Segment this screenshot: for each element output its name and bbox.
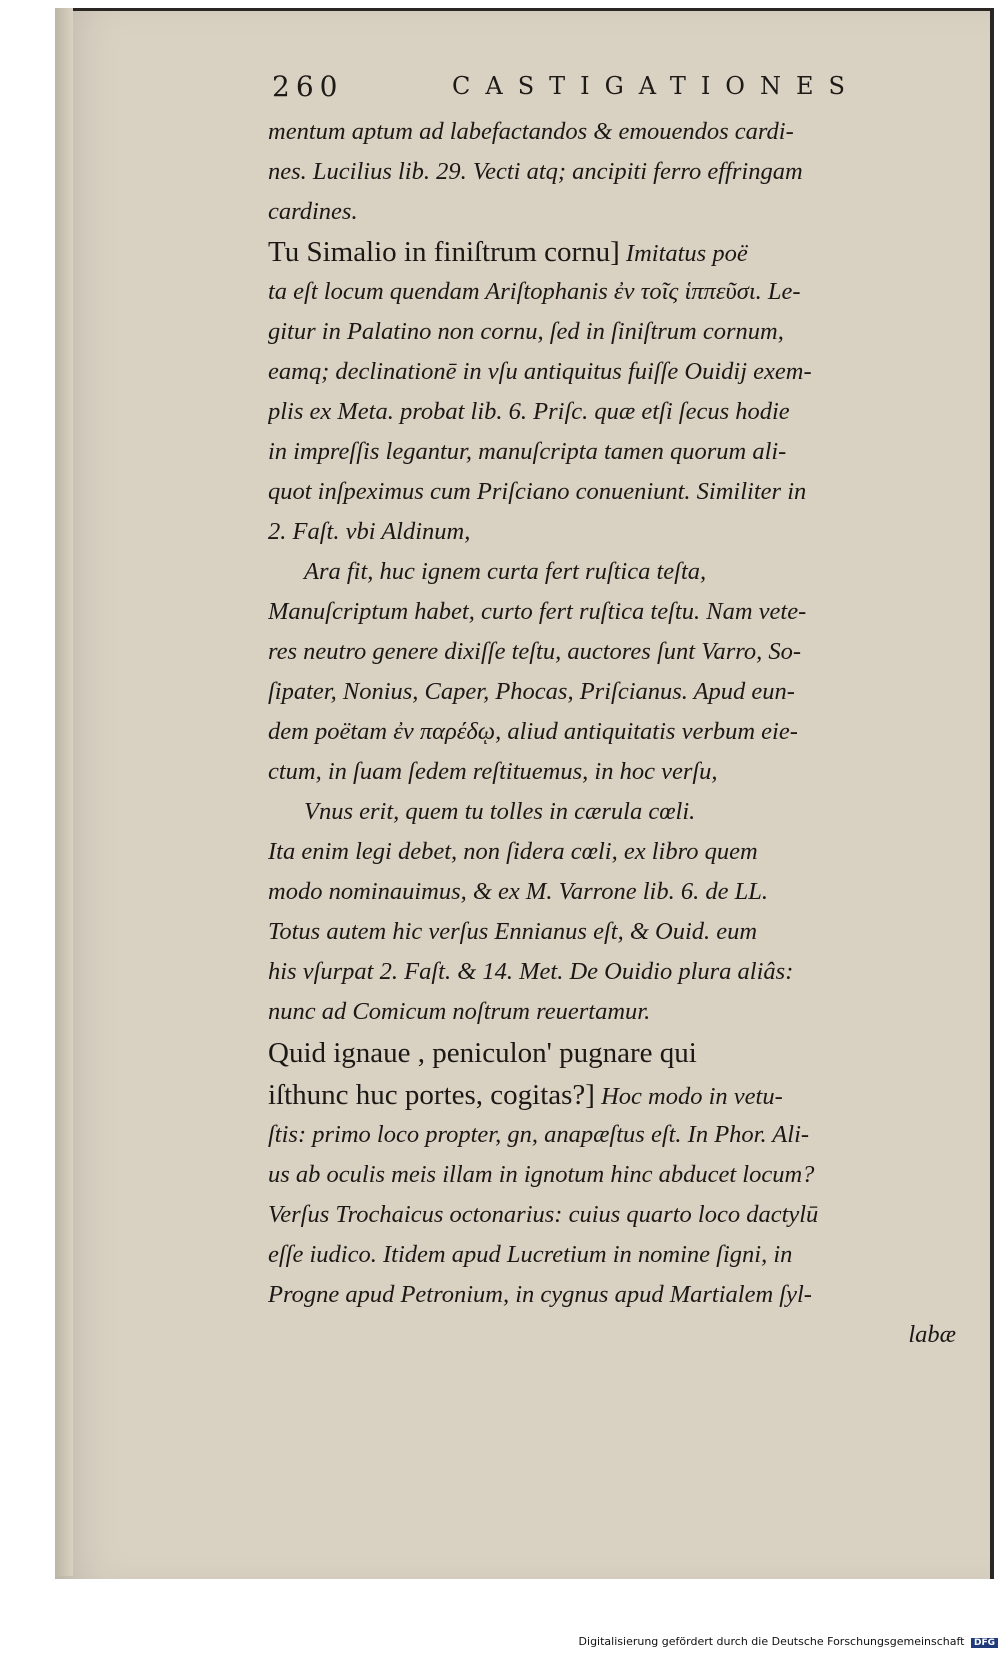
- commentary-text: gitur in Palatino non cornu, ſed in ſiniſtrum cornum,: [268, 318, 784, 345]
- commentary-text: cardines.: [268, 198, 358, 225]
- commentary-text: Progne apud Petronium, in cygnus apud Martialem ſyl-: [268, 1281, 812, 1308]
- text-line: [268, 752, 976, 792]
- commentary-text: ctum, in ſuam ſedem reſtituemus, in hoc verſu,: [268, 758, 718, 785]
- lemma-text: Tu Simalio in finiſtrum cornu]: [268, 236, 620, 268]
- lemma-text: Quid ignaue , peniculon' pugnare qui: [268, 1037, 697, 1069]
- text-line: [268, 712, 976, 752]
- text-line: [268, 272, 976, 312]
- text-line: [268, 312, 976, 352]
- text-line: [268, 992, 976, 1032]
- commentary-text: dem poëtam ἐν παρέδῳ, aliud antiquitatis verbum eie-: [268, 718, 798, 745]
- text-line: [268, 1115, 976, 1155]
- commentary-text: mentum aptum ad labefactandos & emouendos cardi-: [268, 118, 794, 145]
- text-line: [268, 672, 976, 712]
- text-line: [268, 872, 976, 912]
- credit-text: Digitalisierung gefördert durch die Deutsche Forschungsgemeinschaft: [578, 1635, 965, 1648]
- text-line: [268, 192, 976, 232]
- text-line: [268, 792, 976, 832]
- text-line: [268, 552, 976, 592]
- commentary-text: labæ: [908, 1321, 956, 1348]
- text-line: [268, 912, 976, 952]
- digitization-credit: [0, 1635, 998, 1648]
- text-line: [268, 232, 976, 272]
- commentary-text: Manuſcriptum habet, curto fert ruſtica teſtu. Nam vete-: [268, 598, 807, 625]
- commentary-text: res neutro genere dixiſſe teſtu, auctores ſunt Varro, So-: [268, 638, 802, 665]
- lemma-text: iſthunc huc portes, cogitas?]: [268, 1079, 595, 1111]
- text-line: [268, 1032, 976, 1075]
- page-gutter-shadow: [55, 8, 73, 1576]
- commentary-text: Verſus Trochaicus octonarius: cuius quarto loco dactylū: [268, 1201, 819, 1228]
- dfg-logo-badge: DFG: [971, 1638, 998, 1648]
- text-line: [268, 112, 976, 152]
- text-line: [268, 352, 976, 392]
- commentary-text: nunc ad Comicum noſtrum reuertamur.: [268, 998, 651, 1025]
- commentary-text: ſipater, Nonius, Caper, Phocas, Priſcianus. Apud eun-: [268, 678, 795, 705]
- text-line: [268, 952, 976, 992]
- text-line: [268, 1275, 976, 1315]
- commentary-text: Imitatus poë: [619, 240, 748, 267]
- text-line: [268, 392, 976, 432]
- text-line: [268, 1075, 976, 1115]
- commentary-text: eſſe iudico. Itidem apud Lucretium in nomine ſigni, in: [268, 1241, 793, 1268]
- commentary-text: Totus autem hic verſus Ennianus eſt, & Ouid. eum: [268, 918, 758, 945]
- text-line: [268, 832, 976, 872]
- text-line: [268, 1235, 976, 1275]
- commentary-text: us ab oculis meis illam in ignotum hinc abducet locum?: [268, 1161, 815, 1188]
- text-line: [268, 632, 976, 672]
- commentary-text: Hoc modo in vetu-: [594, 1083, 783, 1110]
- commentary-text: his vſurpat 2. Faſt. & 14. Met. De Ouidio plura aliâs:: [268, 958, 794, 985]
- commentary-text: ſtis: primo loco propter, gn, anapæſtus eſt. In Phor. Ali-: [268, 1121, 810, 1148]
- commentary-text: in impreſſis legantur, manuſcripta tamen quorum ali-: [268, 438, 787, 465]
- text-line: [268, 472, 976, 512]
- text-line: [268, 1315, 976, 1355]
- text-line: [268, 512, 976, 552]
- commentary-text: nes. Lucilius lib. 29. Vecti atq; ancipiti ferro effringam: [268, 158, 803, 185]
- text-line: [268, 1155, 976, 1195]
- text-line: [268, 592, 976, 632]
- text-line: [268, 1195, 976, 1235]
- text-line: [268, 152, 976, 192]
- commentary-text: modo nominauimus, & ex M. Varrone lib. 6. de LL.: [268, 878, 768, 905]
- commentary-text: Ita enim legi debet, non ſidera cœli, ex libro quem: [268, 838, 758, 865]
- running-head: CASTIGATIONES: [452, 72, 860, 100]
- commentary-text: Vnus erit, quem tu tolles in cærula cœli.: [304, 798, 696, 825]
- page-header: [272, 70, 972, 110]
- body-text: [268, 112, 976, 1355]
- commentary-text: plis ex Meta. probat lib. 6. Priſc. quæ etſi ſecus hodie: [268, 398, 790, 425]
- page-number: 260: [272, 70, 344, 103]
- text-line: [268, 432, 976, 472]
- commentary-text: ta eſt locum quendam Ariſtophanis ἐν τοῖς ἱππεῦσι. Le-: [268, 278, 801, 305]
- commentary-text: Ara fit, huc ignem curta fert ruſtica teſta,: [304, 558, 707, 585]
- commentary-text: 2. Faſt. vbi Aldinum,: [268, 518, 471, 545]
- commentary-text: eamq; declinationē in vſu antiquitus fuiſſe Ouidij exem-: [268, 358, 812, 385]
- commentary-text: quot inſpeximus cum Priſciano conueniunt. Similiter in: [268, 478, 807, 505]
